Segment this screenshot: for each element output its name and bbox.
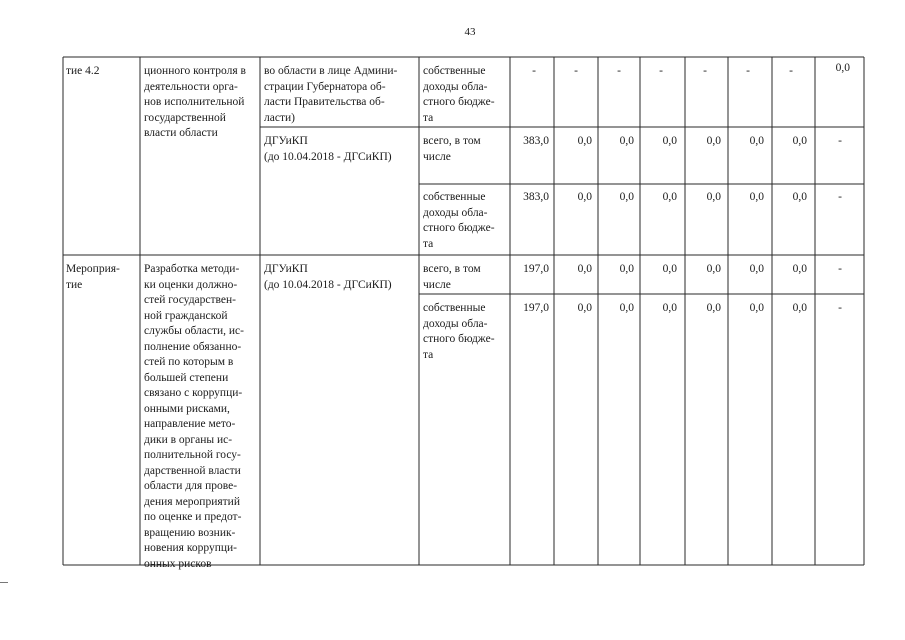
value-cell: 197,0	[523, 263, 549, 275]
value-cell: -	[838, 302, 842, 314]
value-cell: 0,0	[792, 191, 807, 203]
value-cell: -	[838, 135, 842, 147]
value-cell: 0,0	[706, 191, 721, 203]
value-cell: 0,0	[792, 302, 807, 314]
funding-source-cell: всего, в том числе	[423, 135, 481, 163]
value-cell: 0,0	[577, 191, 592, 203]
value-cell: 0,0	[749, 191, 764, 203]
funding-source-cell: собственные доходы обла- стного бюдже- та	[423, 65, 495, 124]
value-cell: 0,0	[619, 263, 634, 275]
value-cell: 0,0	[577, 135, 592, 147]
value-cell: 0,0	[792, 263, 807, 275]
value-cell: -	[838, 263, 842, 275]
value-cell: 0,0	[706, 263, 721, 275]
value-cell: 0,0	[792, 135, 807, 147]
value-cell: 0,0	[662, 135, 677, 147]
value-cell: 383,0	[523, 191, 549, 203]
value-cell: 197,0	[523, 302, 549, 314]
value-cell: 0,0	[619, 191, 634, 203]
row-label-cell: тие 4.2	[66, 65, 100, 77]
value-cell: 0,0	[662, 302, 677, 314]
activity-description-cell: ционного контроля в деятельности орга- нов исполнительной государственной власти области	[144, 65, 246, 139]
value-cell: 0,0	[749, 135, 764, 147]
value-cell: -	[532, 65, 536, 77]
value-cell: 0,0	[706, 302, 721, 314]
value-cell: -	[789, 65, 793, 77]
value-cell: 0,0	[619, 302, 634, 314]
value-cell: 0,0	[662, 191, 677, 203]
responsible-party-cell: ДГУиКП (до 10.04.2018 - ДГСиКП)	[264, 135, 392, 163]
funding-source-cell: собственные доходы обла- стного бюдже- та	[423, 191, 495, 250]
responsible-party-cell: ДГУиКП (до 10.04.2018 - ДГСиКП)	[264, 263, 392, 291]
value-cell: 0,0	[662, 263, 677, 275]
value-cell: -	[703, 65, 707, 77]
value-cell: -	[574, 65, 578, 77]
value-cell: -	[617, 65, 621, 77]
value-cell: 0,0	[619, 135, 634, 147]
value-cell: -	[659, 65, 663, 77]
value-cell: 0,0	[749, 263, 764, 275]
funding-source-cell: всего, в том числе	[423, 263, 481, 291]
value-cell: 0,0	[577, 263, 592, 275]
value-cell: 0,0	[577, 302, 592, 314]
activity-description-cell: Разработка методи- ки оценки должно- стей государствен- ной гражданской службы области, ис- полнение обязанно- стей по которым в большей степени связано с коррупци- онными рисками, направление мето- дики в органы ис- полнительной госу- дарственной власти области для прове- дения мероприятий по оценке и предот- вращению возник- новения коррупци- онных рисков	[144, 263, 244, 570]
value-cell: -	[838, 191, 842, 203]
scan-edge-mark	[0, 582, 8, 583]
responsible-party-cell: во области в лице Админи- страции Губернатора об- ласти Правительства об- ласти)	[264, 65, 398, 124]
value-cell: 0,0	[749, 302, 764, 314]
value-cell: 383,0	[523, 135, 549, 147]
value-cell: 0,0	[706, 135, 721, 147]
row-label-cell: Мероприя- тие	[66, 263, 120, 291]
value-cell: 0,0	[835, 62, 850, 74]
funding-source-cell: собственные доходы обла- стного бюдже- та	[423, 302, 495, 361]
value-cell: -	[746, 65, 750, 77]
page-number: 43	[464, 26, 476, 38]
